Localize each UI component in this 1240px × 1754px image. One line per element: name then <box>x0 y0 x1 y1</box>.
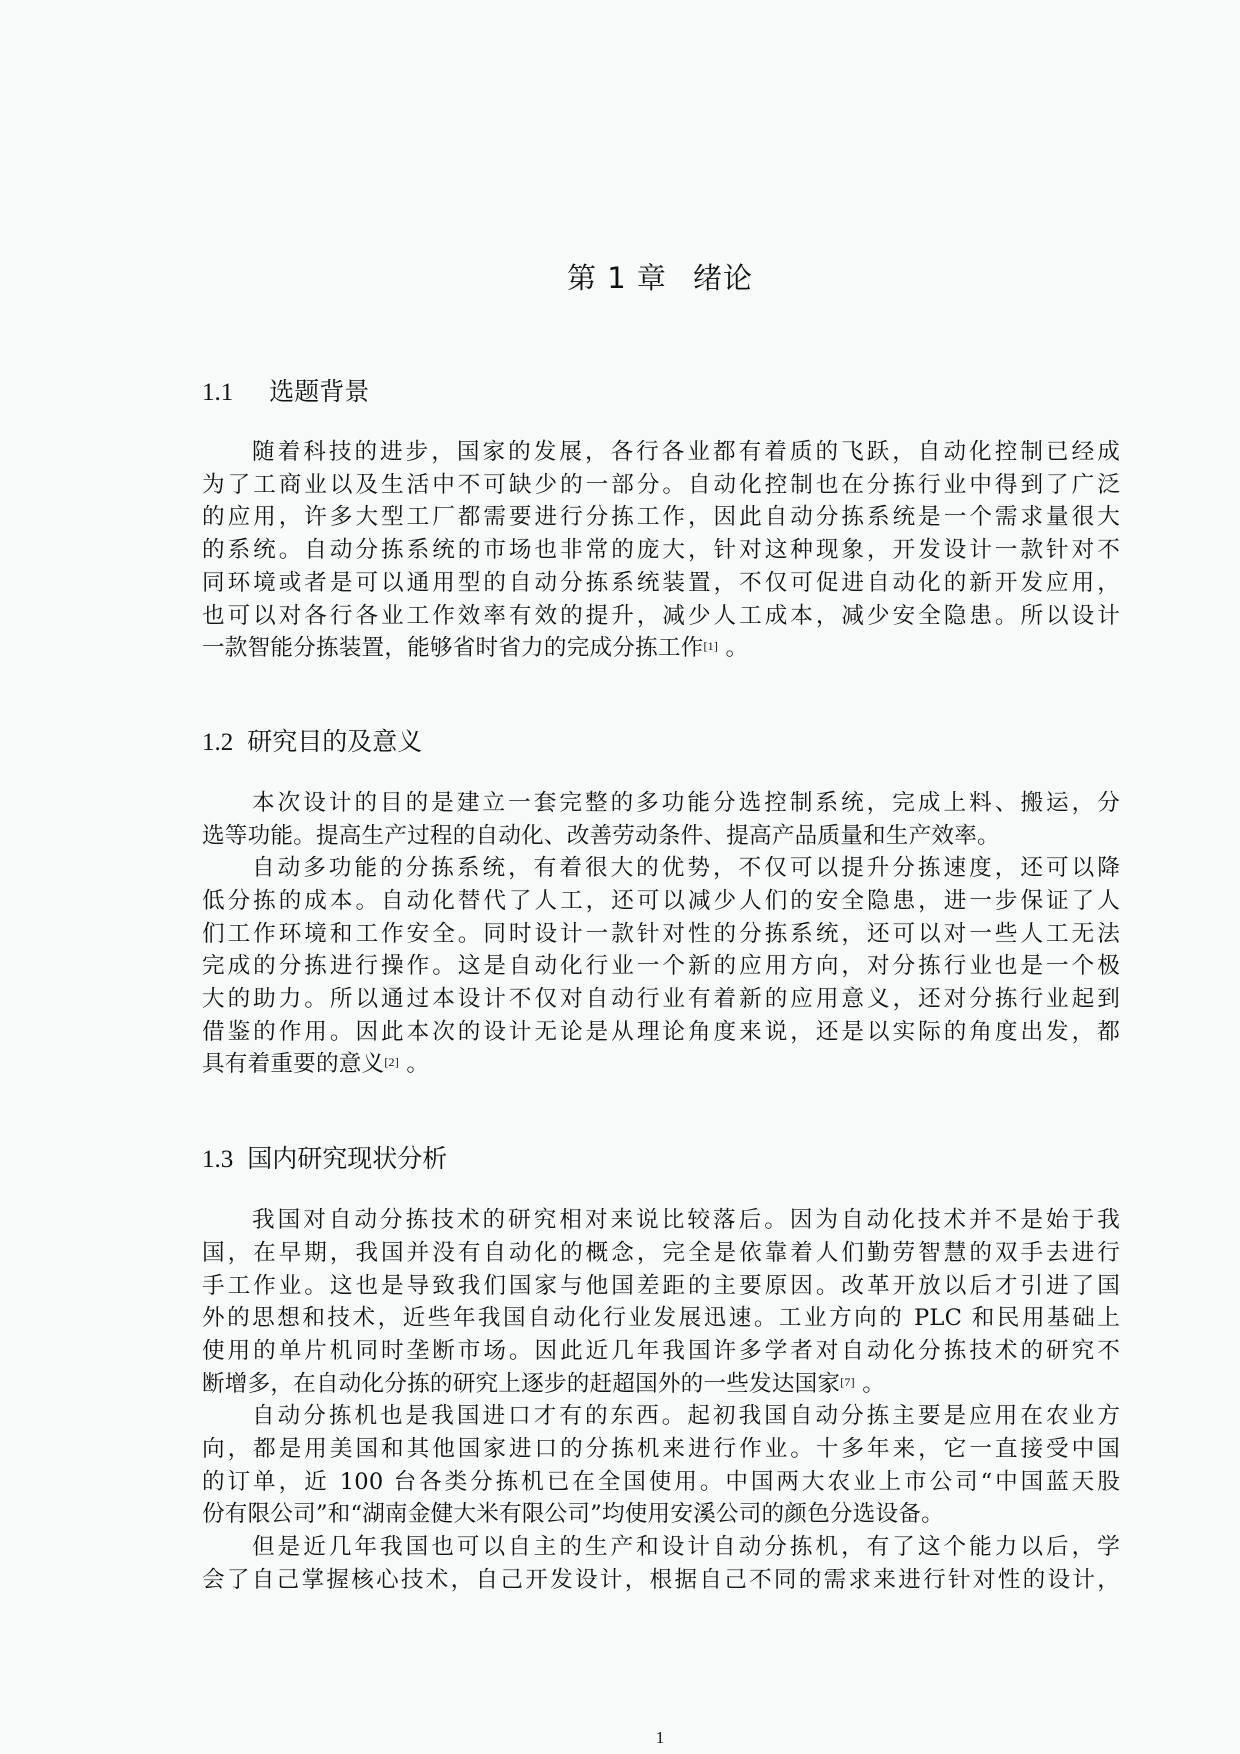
section-number: 1.3 <box>202 1146 234 1173</box>
sentence-ending: 。 <box>854 1371 886 1397</box>
text-line: 的应用，许多大型工厂都需要进行分拣工作，因此自动分拣系统是一个需求量很大 <box>202 504 1120 530</box>
section-heading-1-1 <box>202 375 369 410</box>
text-line: 的系统。自动分拣系统的市场也非常的庞大，针对这种现象，开发设计一款针对不 <box>202 537 1120 563</box>
text-line: 但是近几年我国也可以自主的生产和设计自动分拣机，有了这个能力以后，学 <box>252 1534 1120 1560</box>
section-number: 1.1 <box>202 379 234 406</box>
text-line-last <box>202 1048 1120 1080</box>
citation-ref: [7] <box>840 1375 855 1389</box>
section-title: 研究目的及意义 <box>247 727 423 756</box>
citation-ref: [1] <box>703 639 719 653</box>
chapter-title-text: 绪论 <box>692 261 753 295</box>
text-line: 完成的分拣进行操作。这是自动化行业一个新的应用方向，对分拣行业也是一个极 <box>202 953 1120 979</box>
section-heading-1-2 <box>202 725 422 760</box>
text-line: 会了自己掌握核心技术，自己开发设计，根据自己不同的需求来进行针对性的设计， <box>202 1567 1120 1593</box>
text-line: 份有限公司”和“湖南金健大米有限公司”均使用安溪公司的颜色分选设备。 <box>202 1501 944 1527</box>
citation-ref: [2] <box>384 1055 399 1069</box>
text-line: 外的思想和技术，近些年我国自动化行业发展迅速。工业方向的 PLC 和民用基础上 <box>202 1305 1120 1331</box>
text-line: 自动多功能的分拣系统，有着很大的优势，不仅可以提升分拣速度，还可以降 <box>252 855 1120 881</box>
text-line: 向，都是用美国和其他国家进口的分拣机来进行作业。十多年来，它一直接受中国 <box>202 1436 1120 1462</box>
text-line: 也可以对各行各业工作效率有效的提升，减少人工成本，减少安全隐患。所以设计 <box>202 603 1120 629</box>
section-heading-1-3 <box>202 1142 447 1177</box>
text-line: 选等功能。提高生产过程的自动化、改善劳动条件、提高产品质量和生产效率。 <box>202 823 1000 849</box>
text-line: 随着科技的进步，国家的发展，各行各业都有着质的飞跃，自动化控制已经成 <box>252 439 1120 465</box>
text-line-last <box>202 632 1120 664</box>
chapter-number-label: 第 1 章 <box>567 261 667 295</box>
text-line: 同环境或者是可以通用型的自动分拣系统装置，不仅可促进自动化的新开发应用， <box>202 570 1120 596</box>
text-line: 手工作业。这也是导致我们国家与他国差距的主要原因。改革开放以后才引进了国 <box>202 1273 1120 1299</box>
text-line-content: 具有着重要的意义 <box>202 1051 385 1077</box>
text-line: 自动分拣机也是我国进口才有的东西。起初我国自动分拣主要是应用在农业方 <box>252 1403 1120 1429</box>
text-line: 本次设计的目的是建立一套完整的多功能分选控制系统，完成上料、搬运，分 <box>252 790 1120 816</box>
text-line: 使用的单片机同时垄断市场。因此近几年我国许多学者对自动化分拣技术的研究不 <box>202 1338 1120 1364</box>
text-line-content: 断增多，在自动化分拣的研究上逐步的赶超国外的一些发达国家 <box>202 1371 841 1397</box>
text-line: 借鉴的作用。因此本次的设计无论是从理论角度来说，还是以实际的角度出发，都 <box>202 1019 1120 1045</box>
text-line: 大的助力。所以通过本设计不仅对自动行业有着新的应用意义，还对分拣行业起到 <box>202 986 1120 1012</box>
text-line-content: 一款智能分拣装置，能够省时省力的完成分拣工作 <box>202 635 704 661</box>
text-line: 我国对自动分拣技术的研究相对来说比较落后。因为自动化技术并不是始于我 <box>252 1207 1120 1233</box>
text-line: 为了工商业以及生活中不可缺少的一部分。自动化控制也在分拣行业中得到了广泛 <box>202 472 1120 498</box>
sentence-ending: 。 <box>398 1051 430 1077</box>
text-line-last <box>202 1368 1120 1400</box>
section-title: 国内研究现状分析 <box>247 1144 448 1173</box>
text-line: 国，在早期，我国并没有自动化的概念，完全是依靠着人们勤劳智慧的双手去进行 <box>202 1240 1120 1266</box>
page-number: 1 <box>655 1728 665 1747</box>
section-title: 选题背景 <box>269 377 370 406</box>
text-line: 低分拣的成本。自动化替代了人工，还可以减少人们的安全隐患，进一步保证了人 <box>202 888 1120 914</box>
text-line: 们工作环境和工作安全。同时设计一款针对性的分拣系统，还可以对一些人工无法 <box>202 921 1120 947</box>
text-line: 的订单，近 100 台各类分拣机已在全国使用。中国两大农业上市公司“中国蓝天股 <box>202 1469 1120 1495</box>
chapter-title <box>0 258 1240 298</box>
section-number: 1.2 <box>202 729 234 756</box>
sentence-ending: 。 <box>718 635 749 661</box>
